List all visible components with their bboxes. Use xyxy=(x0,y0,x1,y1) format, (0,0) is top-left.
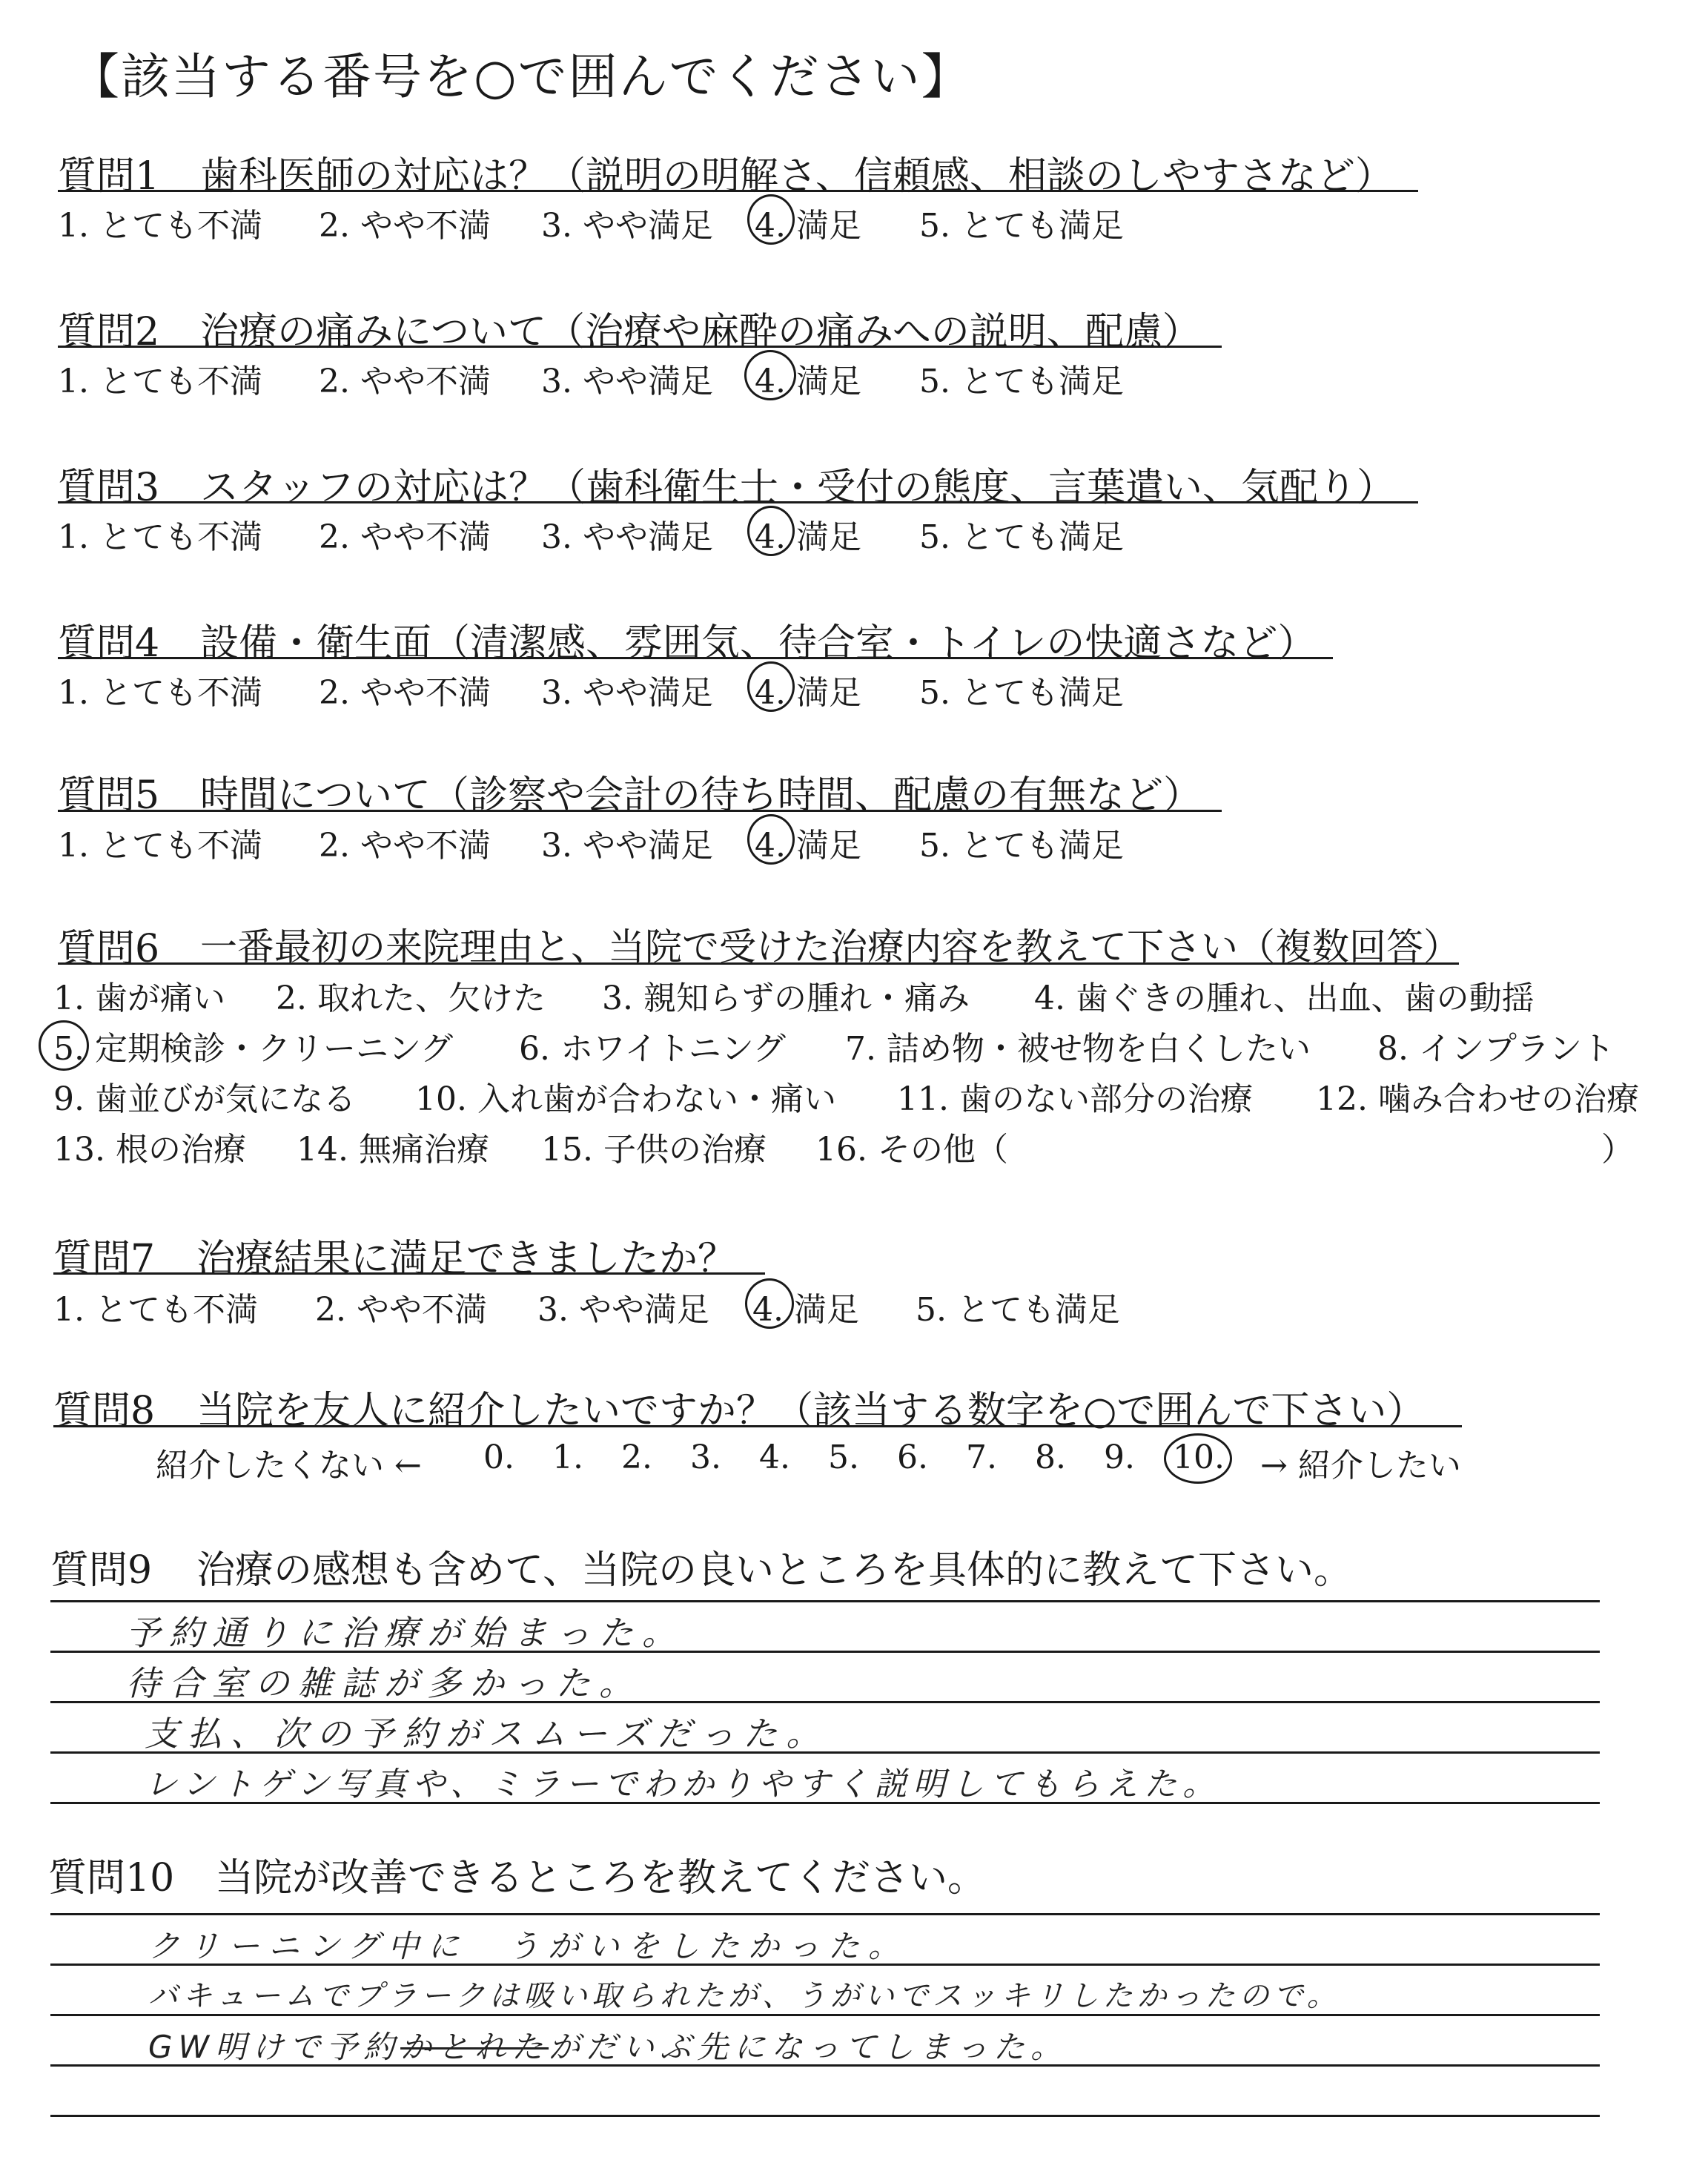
q4-option-2[interactable]: 2. やや不満 xyxy=(319,674,491,712)
q3-text: スタッフの対応は？（歯科衛生士・受付の態度、言葉遣い、気配り） xyxy=(200,466,1396,510)
q2-text: 治療の痛みについて（治療や麻酔の痛みへの説明、配慮） xyxy=(200,310,1201,354)
q1-options xyxy=(0,199,1708,243)
q8-left-label: 紹介したくない ← xyxy=(156,1447,422,1484)
q8-option-7[interactable]: 7. xyxy=(966,1439,997,1476)
q2-option-1[interactable]: 1. とても不満 xyxy=(58,363,262,400)
q5-option-1[interactable]: 1. とても不満 xyxy=(58,827,262,865)
q8-option-10[interactable]: 10. xyxy=(1173,1439,1225,1476)
q5-answer-circle xyxy=(747,814,795,865)
q8-option-6[interactable]: 6. xyxy=(897,1439,928,1476)
q8-option-0[interactable]: 0. xyxy=(483,1439,514,1476)
q6-answer-circle xyxy=(39,1020,89,1071)
q6-option-1[interactable]: 1. 歯が痛い xyxy=(53,980,225,1017)
q4-option-4[interactable]: 4. 満足 xyxy=(755,674,861,712)
q8-option-2[interactable]: 2. xyxy=(621,1439,652,1476)
q8-text: 当院を友人に紹介したいですか？（該当する数字を○で囲んで下さい） xyxy=(196,1389,1426,1433)
q3-option-1[interactable]: 1. とても不満 xyxy=(58,518,262,556)
q1-underline xyxy=(58,190,1418,192)
q6-option-5[interactable]: 5. 定期検診・クリーニング xyxy=(53,1030,454,1068)
q5-text: 時間について（診察や会計の待ち時間、配慮の有無など） xyxy=(200,773,1202,818)
q2-option-4[interactable]: 4. 満足 xyxy=(755,363,861,400)
q6-option-10[interactable]: 10. 入れ歯が合わない・痛い xyxy=(415,1080,836,1118)
q2-label: 質問2 xyxy=(58,310,160,354)
q10-answer-text-b: がだいぶ先になってしまった。 xyxy=(549,2029,1068,2065)
q7-text: 治療結果に満足できましたか？ xyxy=(196,1237,737,1281)
q8-option-4[interactable]: 4. xyxy=(759,1439,790,1476)
q3-underline xyxy=(58,501,1418,503)
q6-option-13[interactable]: 13. 根の治療 xyxy=(53,1131,246,1169)
q3-options xyxy=(0,510,1708,555)
q6-options xyxy=(0,971,1708,1194)
q4-underline xyxy=(58,657,1333,659)
q6-option-12[interactable]: 12. 噛み合わせの治療 xyxy=(1316,1080,1639,1118)
q8-underline xyxy=(53,1425,1462,1427)
q6-option-4[interactable]: 4. 歯ぐきの腫れ、出血、歯の動揺 xyxy=(1034,980,1535,1017)
q9-label: 質問9 xyxy=(50,1548,153,1593)
q6-option-16[interactable]: 16. その他（ xyxy=(815,1131,1008,1169)
q2-answer-circle xyxy=(744,350,796,400)
q10-answer-line-1: クリーニング中に うがいをしたかった。 xyxy=(148,1928,909,1964)
q9-answer-line-3: 支払、次の予約がスムーズだった。 xyxy=(145,1714,830,1754)
q6-option-8[interactable]: 8. インプラント xyxy=(1377,1030,1615,1068)
q3-label: 質問3 xyxy=(58,466,160,510)
q5-label: 質問5 xyxy=(58,773,160,818)
q8-option-1[interactable]: 1. xyxy=(552,1439,583,1476)
q1-option-3[interactable]: 3. やや満足 xyxy=(541,207,713,245)
page-title: 【該当する番号を○で囲んでください】 xyxy=(70,48,972,105)
q6-text: 一番最初の来院理由と、当院で受けた治療内容を教えて下さい（複数回答） xyxy=(200,925,1460,968)
q3-option-3[interactable]: 3. やや満足 xyxy=(541,518,713,556)
q9-answer-line-4: レントゲン写真や、ミラーでわかりやすく説明してもらえた。 xyxy=(145,1766,1222,1803)
q2-underline xyxy=(58,346,1222,348)
q5-option-3[interactable]: 3. やや満足 xyxy=(541,827,713,865)
q10-text: 当院が改善できるところを教えてください。 xyxy=(215,1856,987,1900)
q7-option-5[interactable]: 5. とても満足 xyxy=(916,1291,1120,1329)
q5-option-2[interactable]: 2. やや不満 xyxy=(319,827,491,865)
q7-option-4[interactable]: 4. 満足 xyxy=(752,1291,859,1329)
q8-label: 質問8 xyxy=(53,1389,156,1433)
q9-text: 治療の感想も含めて、当院の良いところを具体的に教えて下さい。 xyxy=(196,1548,1352,1593)
q10-answer-line-3 xyxy=(148,2023,1068,2067)
q6-label: 質問6 xyxy=(58,927,160,971)
q1-text: 歯科医師の対応は？（説明の明解さ、信頼感、相談のしやすさなど） xyxy=(200,154,1394,199)
q1-option-4[interactable]: 4. 満足 xyxy=(755,207,861,245)
q1-option-5[interactable]: 5. とても満足 xyxy=(919,207,1124,245)
q3-option-5[interactable]: 5. とても満足 xyxy=(919,518,1124,556)
q7-options xyxy=(0,1283,1708,1327)
q7-label: 質問7 xyxy=(53,1237,156,1281)
q6-option-16-close: ） xyxy=(1601,1131,1634,1169)
q10-label: 質問10 xyxy=(48,1856,175,1900)
q1-option-2[interactable]: 2. やや不満 xyxy=(319,207,491,245)
q7-answer-circle xyxy=(745,1278,794,1329)
q8-answer-circle xyxy=(1164,1433,1232,1484)
q1-label: 質問1 xyxy=(58,154,160,199)
q4-answer-circle xyxy=(747,661,795,712)
q3-answer-circle xyxy=(747,506,795,556)
q1-answer-circle xyxy=(747,194,795,245)
q9-ruled-line xyxy=(50,1600,1600,1602)
q8-option-3[interactable]: 3. xyxy=(690,1439,721,1476)
q4-options xyxy=(0,666,1708,710)
q6-option-15[interactable]: 15. 子供の治療 xyxy=(541,1131,767,1169)
q10-ruled-line xyxy=(50,1913,1600,1915)
q4-text: 設備・衛生面（清潔感、雰囲気、待合室・トイレの快適さなど） xyxy=(200,621,1317,666)
q4-option-3[interactable]: 3. やや満足 xyxy=(541,674,713,712)
q5-option-5[interactable]: 5. とても満足 xyxy=(919,827,1124,865)
q7-option-2[interactable]: 2. やや不満 xyxy=(315,1291,487,1329)
q1-option-1[interactable]: 1. とても不満 xyxy=(58,207,262,245)
q4-option-1[interactable]: 1. とても不満 xyxy=(58,674,262,712)
q10-ruled-line xyxy=(50,2115,1600,2117)
q8-option-5[interactable]: 5. xyxy=(828,1439,859,1476)
q5-option-4[interactable]: 4. 満足 xyxy=(755,827,861,865)
q8-option-8[interactable]: 8. xyxy=(1035,1439,1066,1476)
q2-option-3[interactable]: 3. やや満足 xyxy=(541,363,713,400)
q5-options xyxy=(0,819,1708,863)
q6-option-11[interactable]: 11. 歯のない部分の治療 xyxy=(897,1080,1253,1118)
q6-option-6[interactable]: 6. ホワイトニング xyxy=(519,1030,787,1068)
q7-option-1[interactable]: 1. とても不満 xyxy=(53,1291,258,1329)
q6-option-7[interactable]: 7. 詰め物・被せ物を白くしたい xyxy=(845,1030,1311,1068)
q3-option-4[interactable]: 4. 満足 xyxy=(755,518,861,556)
q2-option-2[interactable]: 2. やや不満 xyxy=(319,363,491,400)
q8-option-9[interactable]: 9. xyxy=(1104,1439,1135,1476)
q6-option-9[interactable]: 9. 歯並びが気になる xyxy=(53,1080,356,1118)
q8-scale xyxy=(0,1439,1708,1483)
q3-option-2[interactable]: 2. やや不満 xyxy=(319,518,491,556)
q6-option-3[interactable]: 3. 親知らずの腫れ・痛み xyxy=(602,980,970,1017)
q10-answer-line-2: バキュームでプラークは吸い取られたが、うがいでスッキリしたかったので。 xyxy=(148,1979,1341,2013)
q6-underline xyxy=(58,962,1459,965)
q9-answer-line-1: 予約通りに治療が始まった。 xyxy=(126,1613,685,1653)
q4-option-5[interactable]: 5. とても満足 xyxy=(919,674,1124,712)
q2-options xyxy=(0,354,1708,399)
q10-answer-strikethrough: かとれた xyxy=(400,2029,549,2065)
q8-right-label: → 紹介したい xyxy=(1260,1447,1461,1484)
q7-option-3[interactable]: 3. やや満足 xyxy=(537,1291,709,1329)
q2-option-5[interactable]: 5. とても満足 xyxy=(919,363,1124,400)
q10-answer-text-a: GW明けで予約 xyxy=(148,2029,401,2065)
q7-underline xyxy=(53,1272,765,1275)
q6-option-14[interactable]: 14. 無痛治療 xyxy=(297,1131,489,1169)
q4-label: 質問4 xyxy=(58,621,160,666)
q6-option-2[interactable]: 2. 取れた、欠けた xyxy=(276,980,546,1017)
q9-answer-line-2: 待合室の雑誌が多かった。 xyxy=(126,1663,642,1703)
q5-underline xyxy=(58,810,1222,812)
